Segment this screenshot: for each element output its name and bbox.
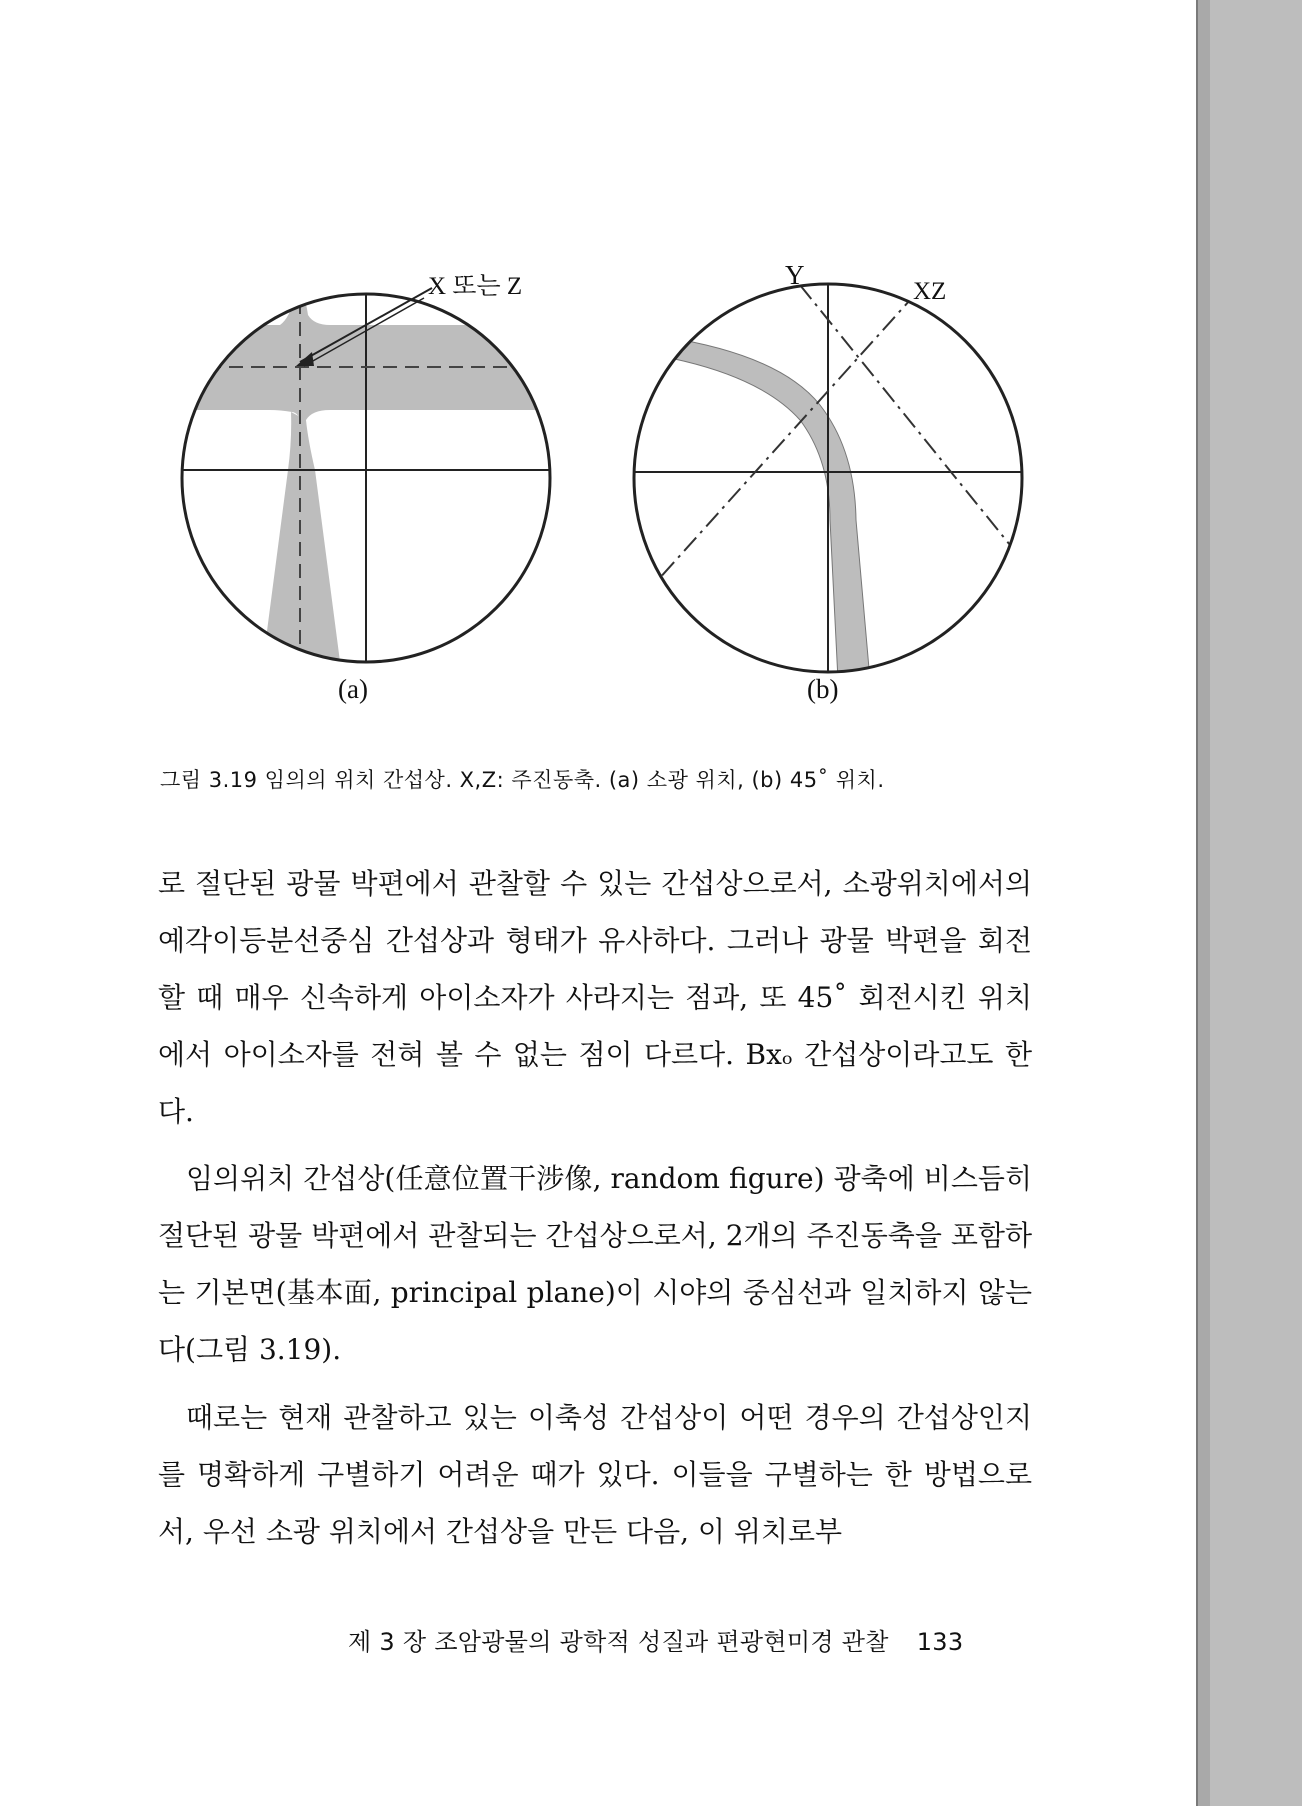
- chapter-title: 제 3 장 조암광물의 광학적 성질과 편광현미경 관찰: [348, 1628, 889, 1656]
- page-edge-shade: [1196, 0, 1210, 1806]
- panel-b-label: (b): [807, 674, 839, 704]
- paragraph-2: 임의위치 간섭상(任意位置干涉像, random figure) 광축에 비스듬히 절단된 광물 박편에서 관찰되는 간섭상으로서, 2개의 주진동축을 포함하는 기본면(基本面, principal plane)이 시야의 중심선과 일치하지 않는다(그림 3.19).: [158, 1162, 1032, 1366]
- figure-caption: 그림 3.19 임의의 위치 간섭상. X,Z: 주진동축. (a) 소광 위치, (b) 45˚ 위치.: [160, 768, 885, 792]
- figure-panel-a: [170, 280, 560, 700]
- figure-panel-b: [630, 270, 1030, 680]
- isogyre-band-vertical: [258, 412, 345, 700]
- paragraph-1: 로 절단된 광물 박편에서 관찰할 수 있는 간섭상으로서, 소광위치에서의 예각이등분선중심 간섭상과 형태가 유사하다. 그러나 광물 박편을 회전할 때 매우 신속하게 아이소자가 사라지는 점과, 또 45˚ 회전시킨 위치에서 아이소자를 전혀 볼 수 없는 점이 다르다. Bxₒ 간섭상이라고도 한다.: [158, 867, 1032, 1128]
- annotation-y: Y: [785, 260, 805, 290]
- paragraph-3: 때로는 현재 관찰하고 있는 이축성 간섭상이 어떤 경우의 간섭상인지를 명확하게 구별하기 어려운 때가 있다. 이들을 구별하는 한 방법으로서, 우선 소광 위치에서 간섭상을 만든 다음, 이 위치로부: [158, 1401, 1032, 1548]
- panel-a-label: (a): [338, 674, 368, 704]
- annotation-xz: XZ: [913, 278, 947, 305]
- page-number: 133: [916, 1628, 964, 1656]
- page-edge: [1196, 0, 1302, 1806]
- isogyre-curved-band: [660, 337, 870, 680]
- interference-figures: [0, 0, 1198, 740]
- page-footer: [348, 1622, 1008, 1657]
- annotation-x-or-z: X 또는 Z: [428, 273, 523, 300]
